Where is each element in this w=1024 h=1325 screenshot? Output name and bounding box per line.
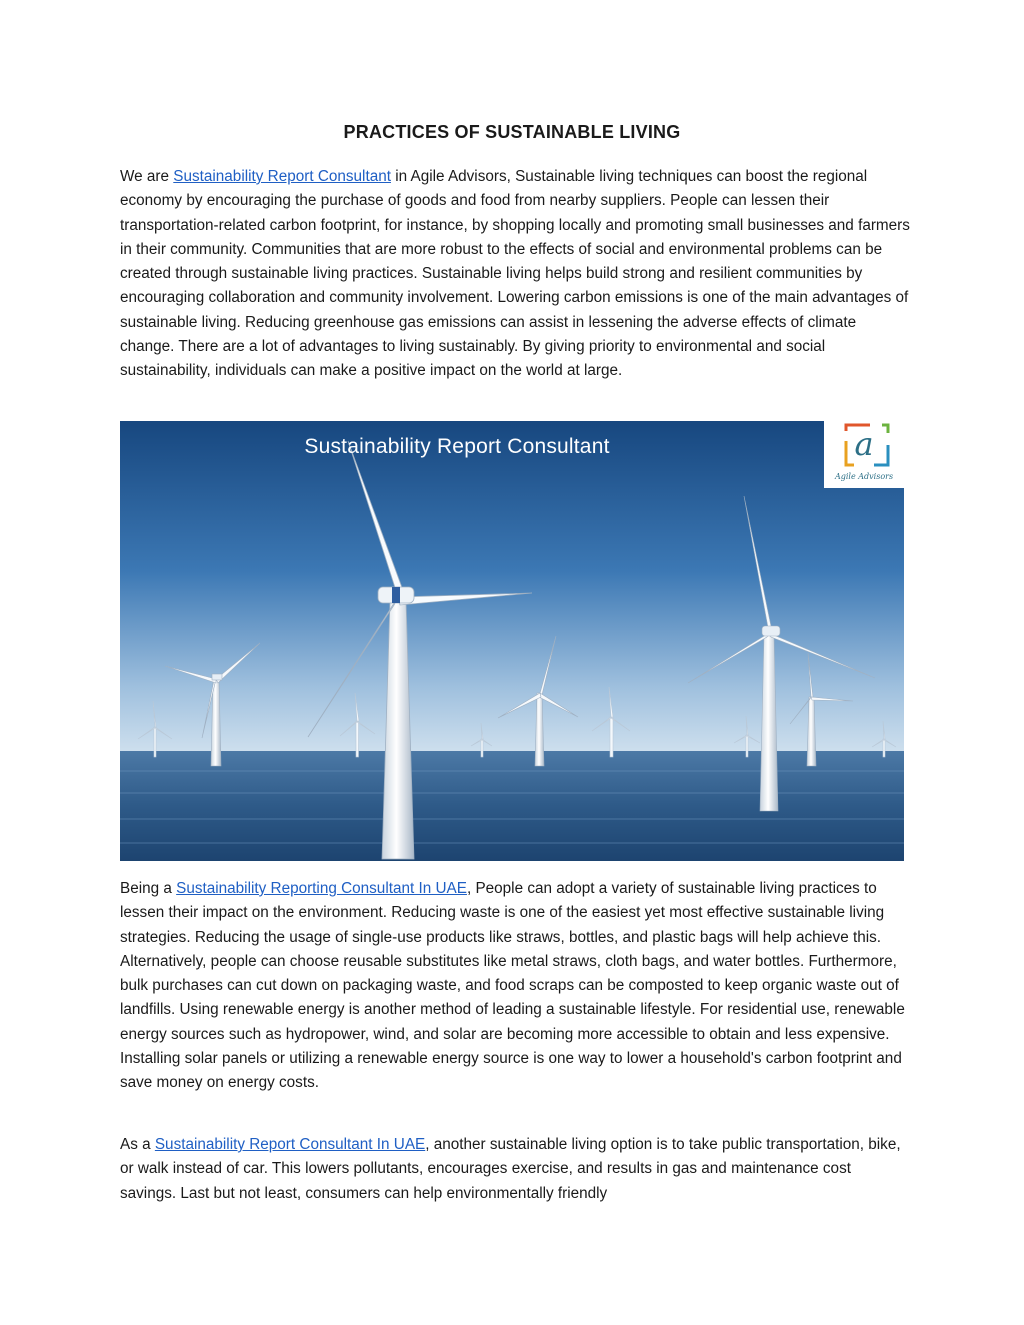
- paragraph-transport: [120, 1133, 910, 1206]
- image-heading: Sustainability Report Consultant: [304, 435, 610, 458]
- logo-letter: a: [854, 425, 874, 463]
- paragraph-transport-prefix: As a: [120, 1136, 155, 1153]
- paragraph-strategies-prefix: Being a: [120, 880, 177, 897]
- paragraph-intro-text: in Agile Advisors, Sustainable living techniques can boost the regional economy by encouraging the purchase of goods and food from nearby suppliers. People can lessen their transportation-related carbon footprint, for instance, by shopping locally and promoting small businesses and farmers in their community. Communities that are more robust to the effects of social and environmental problems can be created through sustainable living practices. Sustainable living helps build strong and resilient communities by encouraging collaboration and community involvement. Lowering carbon emissions is one of the main advantages of sustainable living. Reducing greenhouse gas emissions can assist in lessening the adverse effects of climate change. There are a lot of advantages to living sustainably. By giving priority to environmental and social sustainability, individuals can make a positive impact on the world at large.: [120, 168, 910, 380]
- agile-advisors-logo: [824, 421, 904, 488]
- paragraph-intro: [120, 165, 910, 384]
- paragraph-intro-prefix: We are: [120, 168, 174, 185]
- paragraph-strategies-text: , People can adopt a variety of sustainable living practices to lessen their impact on the environment. Reducing waste is one of the easiest yet most effective sustainable living strategies. Reducing the usage of single-use products like straws, bottles, and plastic bags will help achieve this. Alternatively, people can choose reusable substitutes like metal straws, cloth bags, and water bottles. Furthermore, bulk purchases can cut down on packaging waste, and food scraps can be composted to keep organic waste out of landfills. Using renewable energy is another method of leading a sustainable lifestyle. For residential use, renewable energy sources such as hydropower, wind, and solar are becoming more accessible to obtain and less expensive. Installing solar panels or utilizing a renewable energy source is one way to lower a household's carbon footprint and save money on energy costs.: [120, 880, 905, 1092]
- wind-turbines-image: [120, 421, 904, 861]
- wind-turbines-illustration: [120, 421, 904, 861]
- paragraph-strategies: [120, 877, 910, 1096]
- logo-text: Agile Advisors: [834, 472, 894, 481]
- sustainability-report-consultant-link[interactable]: Sustainability Report Consultant: [173, 168, 391, 185]
- document-title: PRACTICES OF SUSTAINABLE LIVING: [343, 122, 681, 142]
- sustainability-reporting-consultant-uae-link[interactable]: Sustainability Reporting Consultant In UAE: [176, 880, 467, 897]
- paragraph-transport-text: , another sustainable living option is to take public transportation, bike, or walk instead of car. This lowers pollutants, encourages exercise, and results in gas and maintenance cost savings. Last but not least, consumers can help environmentally friendly: [120, 1136, 901, 1202]
- sustainability-report-consultant-uae-link[interactable]: Sustainability Report Consultant In UAE: [154, 1136, 426, 1153]
